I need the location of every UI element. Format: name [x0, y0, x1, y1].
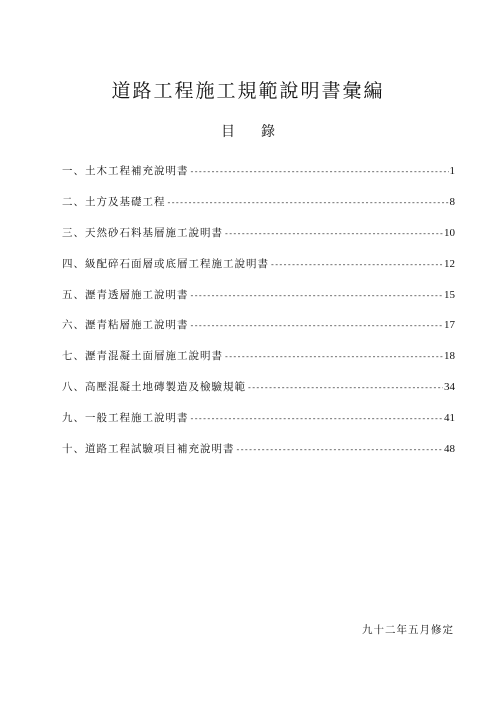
toc-entry[interactable]	[62, 379, 455, 410]
toc-heading-left: 目	[221, 124, 235, 140]
toc-entry-label: 六、瀝青粘層施工說明書	[62, 319, 189, 332]
toc-entry-page: 17	[444, 319, 455, 332]
toc-leader	[167, 198, 449, 207]
toc-leader	[236, 445, 444, 454]
toc-entry-page: 18	[444, 350, 455, 363]
toc-entry-label: 五、瀝青透層施工說明書	[62, 288, 189, 301]
toc-entry-label: 一、土木工程補充說明書	[62, 165, 189, 177]
toc-entry[interactable]	[62, 225, 455, 256]
revision-note: 九十二年五月修定	[362, 624, 454, 636]
toc-entry[interactable]	[62, 441, 455, 472]
toc-leader	[224, 352, 443, 361]
toc-leader	[190, 291, 444, 300]
toc-entry-page: 12	[444, 257, 455, 270]
toc-leader	[190, 414, 444, 423]
toc-entry[interactable]	[62, 194, 455, 225]
toc-entry-page: 41	[444, 412, 455, 425]
toc-entry-page: 8	[449, 195, 455, 208]
toc-entry-label: 二、土方及基礎工程	[62, 195, 166, 208]
toc-entry-label: 十、道路工程試驗項目補充說明書	[62, 443, 235, 456]
toc-entry-label: 七、瀝青混凝土面層施工說明書	[62, 350, 223, 363]
toc-entry-label: 八、高壓混凝土地磚製造及檢驗規範	[62, 381, 246, 394]
toc-entry[interactable]	[62, 163, 455, 194]
toc-heading-right: 錄	[261, 124, 275, 140]
document-title: 道路工程施工規範說明書彙編	[111, 80, 385, 102]
toc-entry[interactable]	[62, 287, 455, 318]
toc-entry-label: 九、一般工程施工說明書	[62, 412, 189, 425]
toc-leader	[224, 229, 443, 238]
toc-leader	[190, 321, 444, 330]
toc-entry-page: 1	[449, 165, 455, 177]
toc-entry-page: 34	[444, 381, 455, 394]
toc-entry[interactable]	[62, 410, 455, 441]
toc-entry-label: 三、天然砂石料基層施工說明書	[62, 226, 223, 239]
toc-entry[interactable]	[62, 256, 455, 287]
toc-entry-page: 48	[444, 443, 455, 456]
toc-leader	[270, 260, 443, 269]
table-of-contents	[62, 163, 455, 472]
toc-leader	[190, 167, 449, 176]
toc-entry-page: 10	[444, 226, 455, 239]
toc-entry[interactable]	[62, 348, 455, 379]
toc-entry-page: 15	[444, 288, 455, 301]
toc-entry[interactable]	[62, 317, 455, 348]
toc-heading	[0, 121, 496, 141]
toc-leader	[247, 383, 443, 392]
toc-entry-label: 四、級配碎石面層或底層工程施工說明書	[62, 257, 269, 270]
